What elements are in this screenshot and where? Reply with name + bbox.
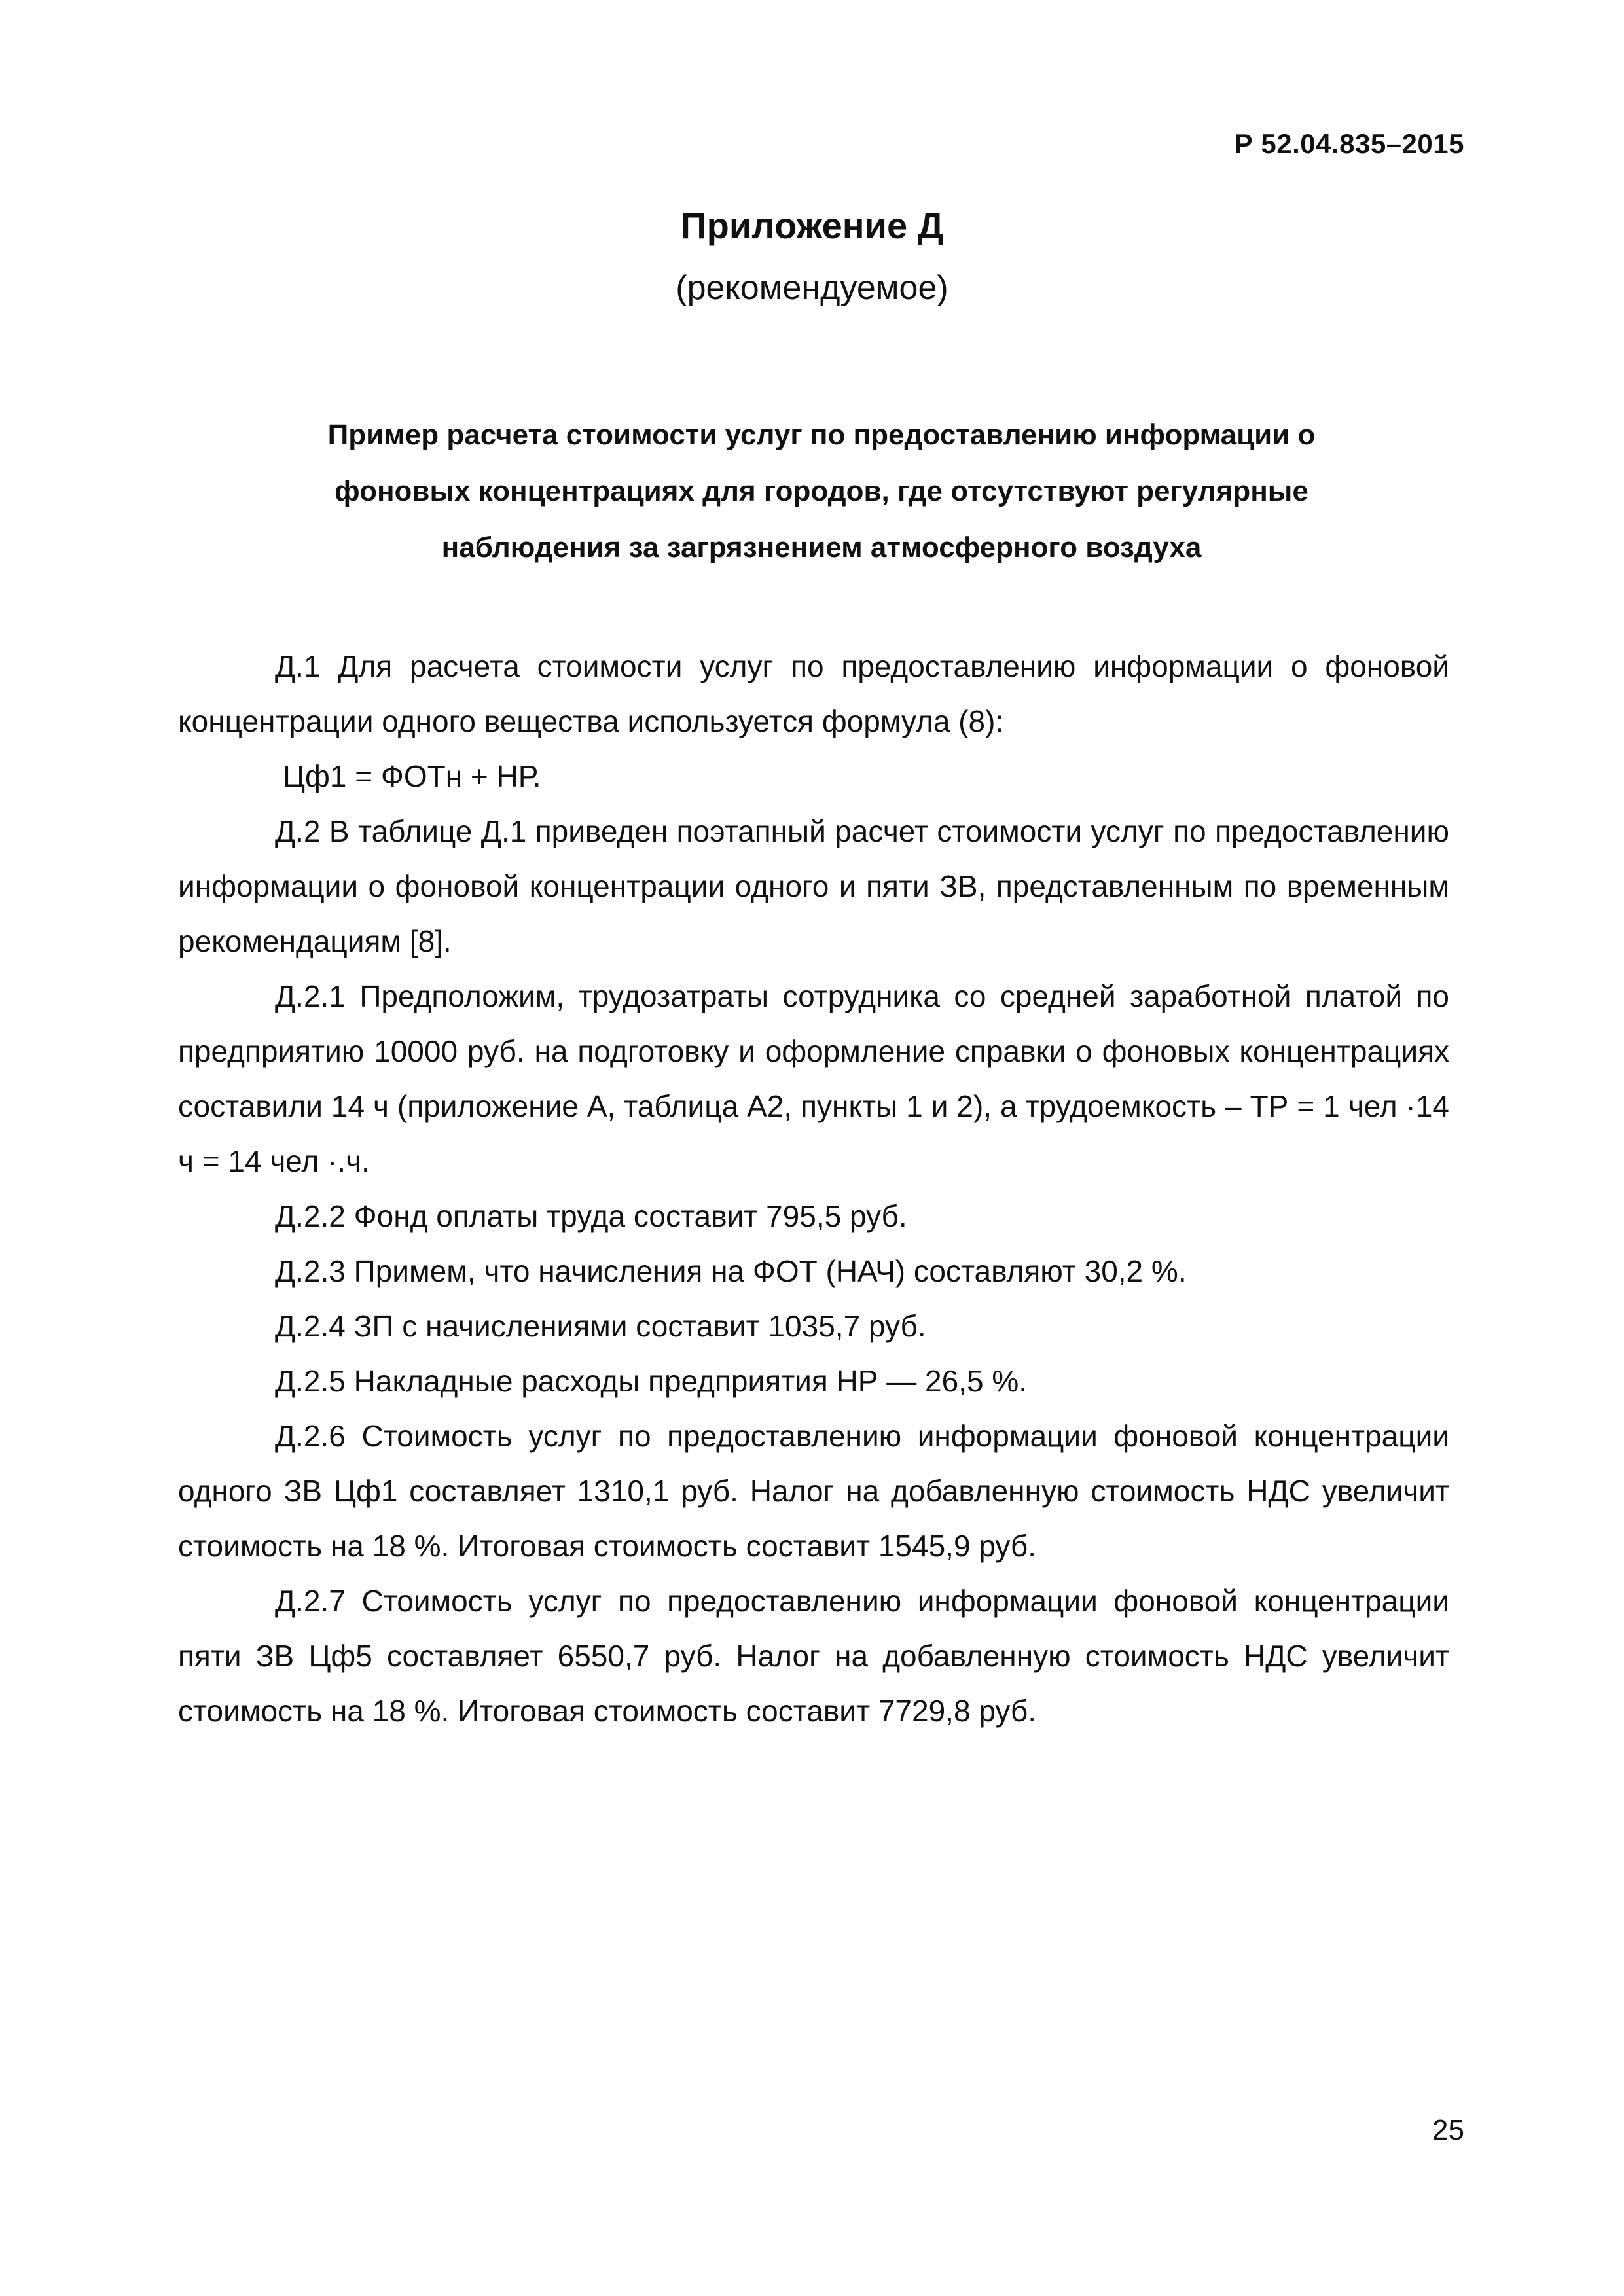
formula: Цф1 = ФОТн + НР. [283,759,541,793]
paragraph-d2-5: Д.2.5 Накладные расходы предприятия НР — 26,5 %. [275,1364,1028,1398]
section-heading-line: Пример расчета стоимости услуг по предоставлению информации о [327,419,1316,451]
paragraph-d2-3: Д.2.3 Примем, что начисления на ФОТ (НАЧ) составляют 30,2 %. [275,1254,1187,1288]
paragraph-d2-2: Д.2.2 Фонд оплаты труда составит 795,5 руб. [275,1199,907,1233]
appendix-title: Приложение Д [680,205,944,246]
paragraph-d2: Д.2 В таблице Д.1 приведен поэтапный расчет стоимости услуг по предоставлению информации о фоновой концентрации одного и пяти ЗВ, представленным по временным рекомендациям [8]. [178,814,1449,958]
appendix-subtitle: (рекомендуемое) [676,269,948,307]
page-number: 25 [1432,2114,1464,2146]
paragraph-d1: Д.1 Для расчета стоимости услуг по предоставлению информации о фоновой концентрации одного вещества используется формула (8): [178,649,1449,738]
paragraph-d2-4: Д.2.4 ЗП с начислениями составит 1035,7 руб. [275,1309,926,1343]
paragraph-d2-7: Д.2.7 Стоимость услуг по предоставлению информации фоновой концентрации пяти ЗВ Цф5 составляет 6550,7 руб. Налог на добавленную стоимость НДС увеличит стоимость на 18 %. Итоговая стоимость составит 7729,8 руб. [178,1584,1449,1728]
paragraph-d2-1: Д.2.1 Предположим, трудозатраты сотрудника со средней заработной платой по предприятию 10000 руб. на подготовку и оформление справки о фоновых концентрациях составили 14 ч (приложение А, таблица А2, пункты 1 и 2), а трудоемкость – ТР = 1 чел ·14 ч = 14 чел ·.ч. [178,979,1449,1178]
section-heading [236,407,1407,576]
paragraph-d2-6: Д.2.6 Стоимость услуг по предоставлению информации фоновой концентрации одного ЗВ Цф1 составляет 1310,1 руб. Налог на добавленную стоимость НДС увеличит стоимость на 18 %. Итоговая стоимость составит 1545,9 руб. [178,1419,1449,1563]
document-code: Р 52.04.835–2015 [1234,128,1464,159]
section-heading-line: фоновых концентрациях для городов, где отсутствуют регулярные [334,475,1308,507]
section-heading-line: наблюдения за загрязнением атмосферного воздуха [441,531,1202,564]
body-text [178,639,1449,1738]
